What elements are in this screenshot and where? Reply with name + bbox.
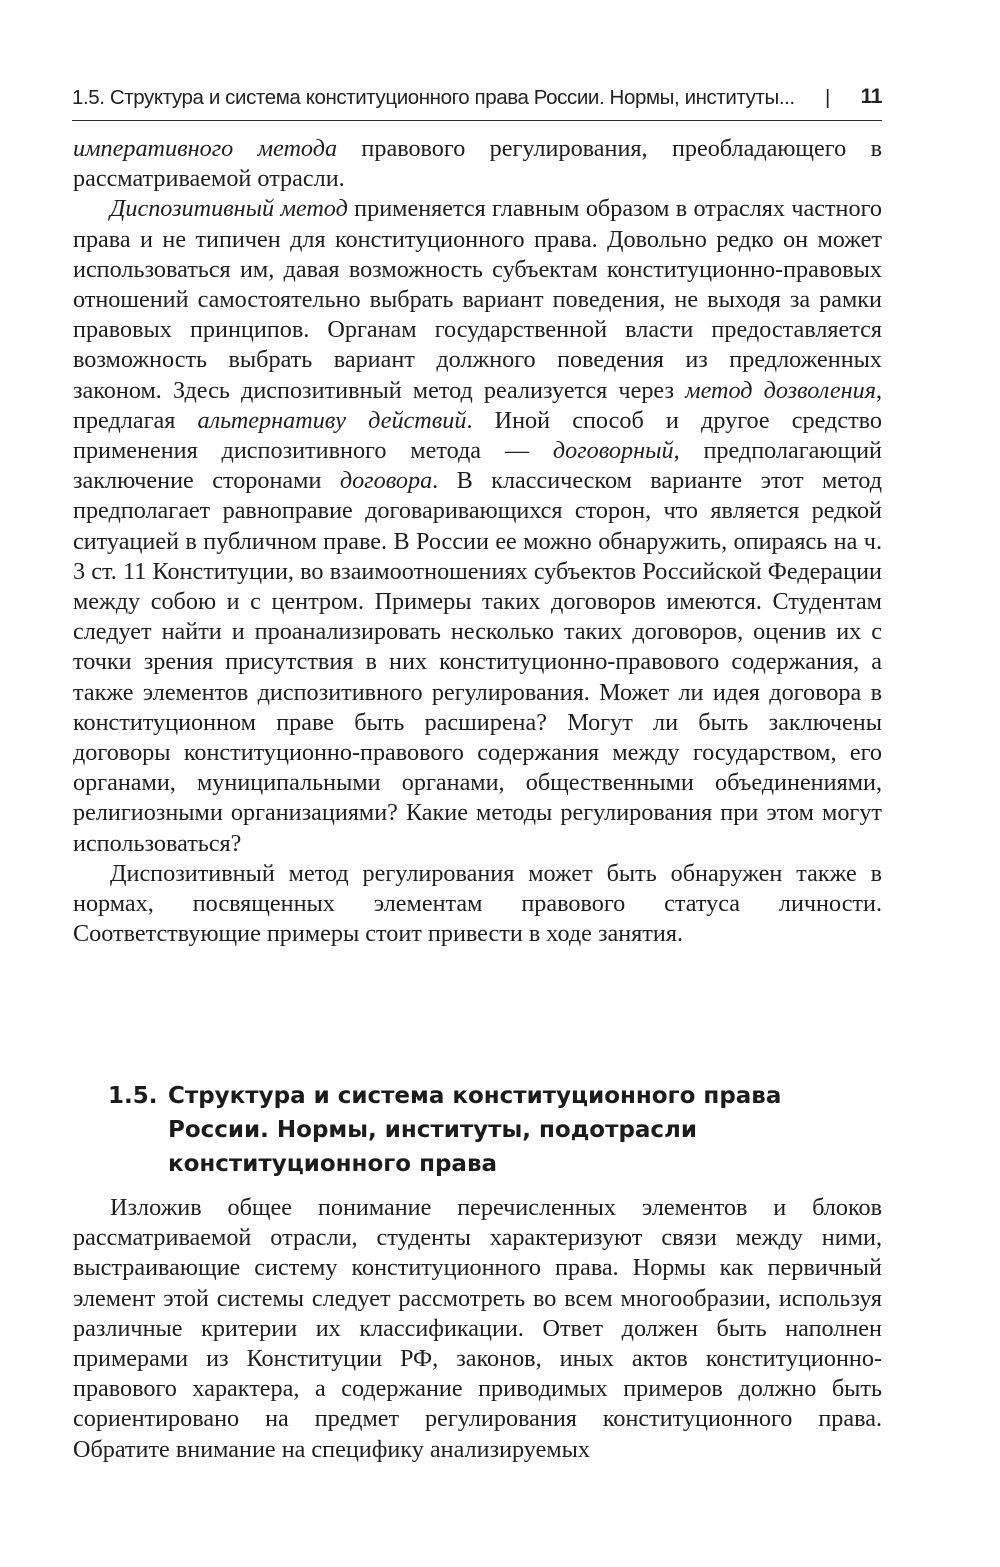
- italic-term: императивного метода: [73, 135, 338, 162]
- paragraph-text: , предлагая: [73, 376, 882, 434]
- paragraph-text: применяется главным образом в отраслях частного права и не типичен для конституционного права. Довольно редко он может использоваться им, давая возможность субъектам конституционно-правовых отношений самостоятельно выбрать вариант поведения, не выходя за рамки правовых принципов. Органам государственной власти предоставляется возможность выбрать вариант должного поведения из предложенных законом. Здесь диспозитивный метод реализуется через: [73, 195, 882, 404]
- paragraph-dispositive-method: [73, 194, 882, 858]
- italic-term: Диспозитивный метод: [110, 195, 348, 223]
- page-number: 11: [860, 85, 882, 108]
- section-number: 1.5.: [108, 1083, 158, 1109]
- paragraph-text: . Иной способ и другое средство применения диспозитивного метода —: [73, 406, 882, 465]
- italic-term: договорный: [552, 437, 674, 465]
- paragraph-text: правового регулирования, преобладающего в рассматриваемой отрасли.: [73, 135, 883, 193]
- body-text-bottom: [73, 1193, 882, 1465]
- paragraph-structure: Изложив общее понимание перечисленных элементов и блоков рассматриваемой отрасли, студенты характеризуют связи между ними, выстраивающие систему конституционного права. Нормы как первичный элемент этой системы следует рассмотреть во всем многообразии, используя различные критерии их классификации. Ответ должен быть наполнен примерами из Конституции РФ, законов, иных актов конституционно-правового характера, а содержание приводимых примеров должно быть сориентировано на предмет регулирования конституционного права. Обратите внимание на специфику анализируемых: [73, 1194, 882, 1463]
- italic-term: альтернативу действий: [197, 406, 467, 434]
- header-separator: |: [825, 86, 830, 109]
- running-header: [72, 84, 882, 121]
- body-text-top: [73, 134, 882, 949]
- italic-term: договора: [339, 467, 433, 495]
- italic-term: метод дозволения: [685, 376, 876, 404]
- paragraph-continuation: [73, 134, 882, 194]
- section-title: Структура и система конституционного права России. Нормы, институты, подотрасли конституционного права: [168, 1083, 782, 1177]
- paragraph-personal-status: Диспозитивный метод регулирования может быть обнаружен также в нормах, посвященных элементам правового статуса личности. Соответствующие примеры стоит привести в ходе занятия.: [73, 859, 882, 948]
- paragraph-text: . В классическом варианте этот метод предполагает равноправие договаривающихся сторон, что является редкой ситуацией в публичном праве. В России ее можно обнаружить, опираясь на ч. 3 ст. 11 Конституции, во взаимоотношениях субъектов Российской Федерации между собою и с центром. Примеры таких договоров имеются. Студентам следует найти и проанализировать несколько таких договоров, оценив их с точки зрения присутствия в них конституционно-правового содержания, а также элементов диспозитивного регулирования. Может ли идея договора в конституционном праве быть расширена? Могут ли быть заключены договоры конституционно-правового содержания между государством, его органами, муниципальными органами, общественными объединениями, религиозными организациями? Какие методы регулирования при этом могут использоваться?: [73, 467, 882, 857]
- running-title: 1.5. Структура и система конституционного права России. Нормы, институты...: [72, 86, 795, 109]
- section-heading: [108, 1079, 882, 1181]
- paragraph-text: , предполагающий заключение сторонами: [73, 437, 882, 495]
